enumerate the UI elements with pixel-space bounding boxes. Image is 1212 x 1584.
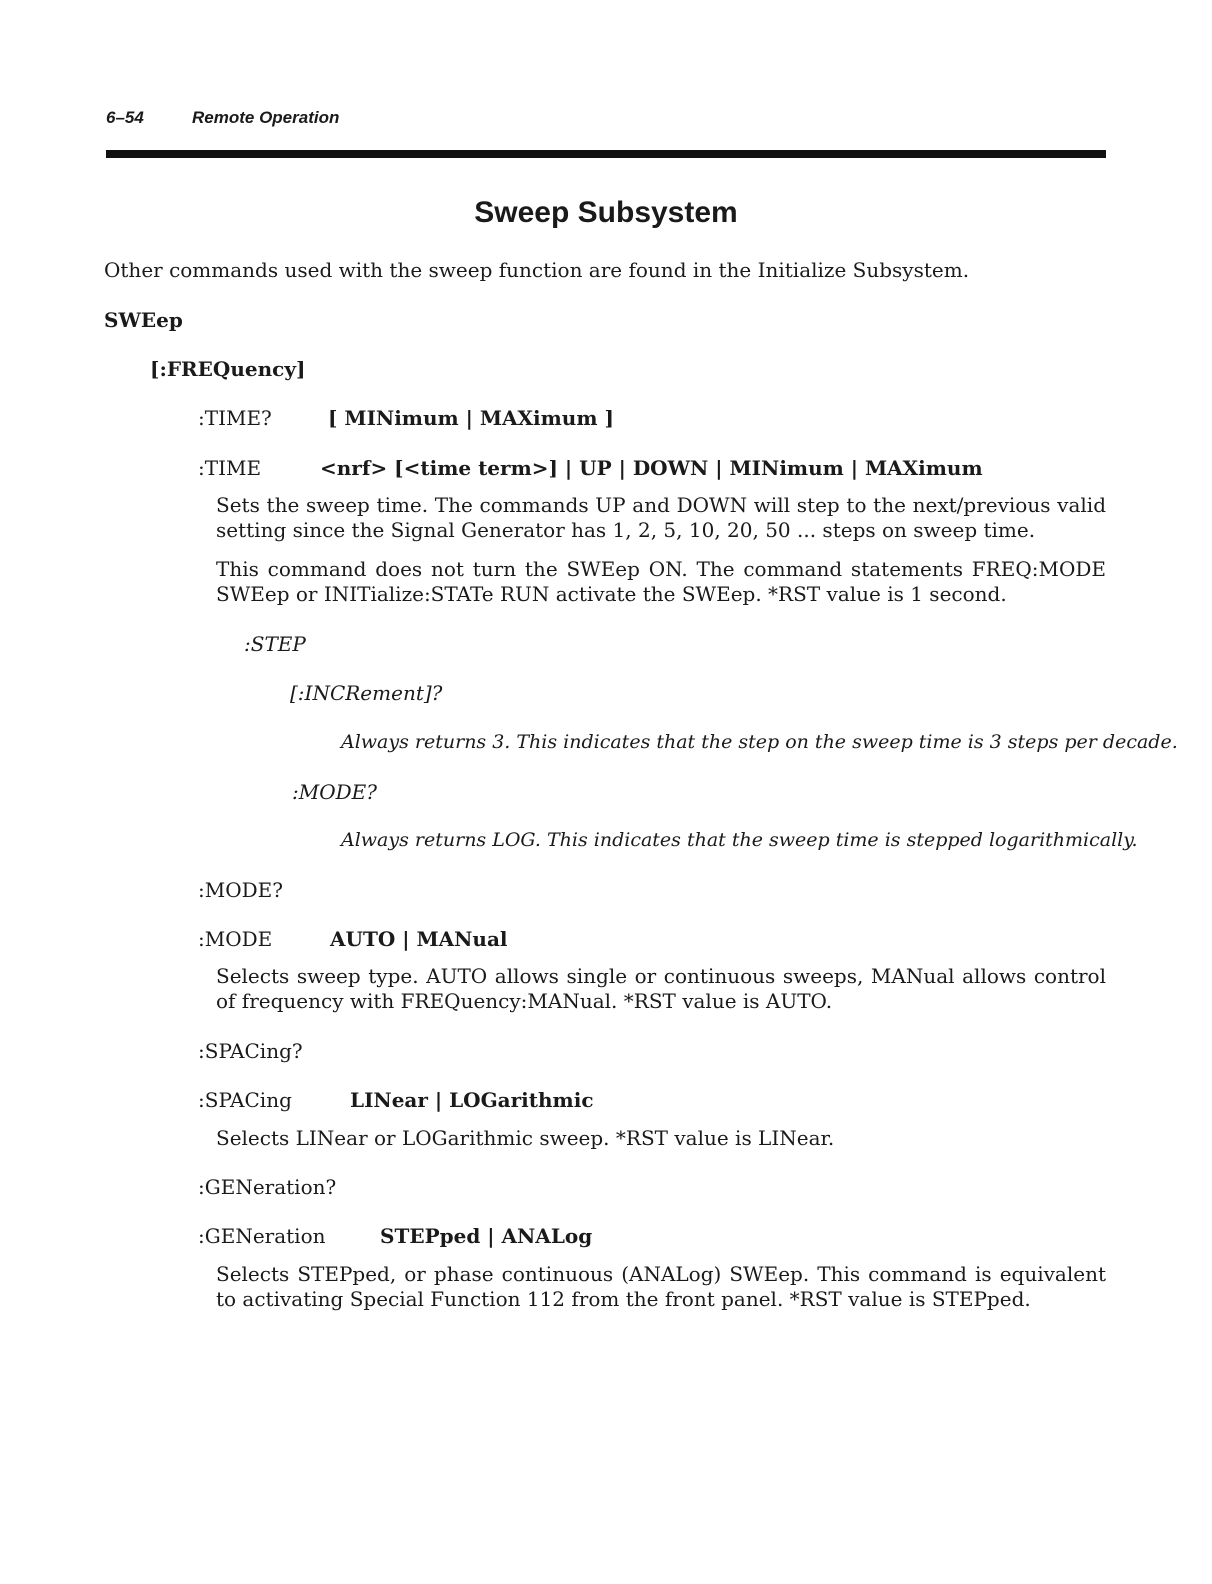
spacing-description: Selects LINear or LOGarithmic sweep. *RST value is LINear. — [216, 1126, 835, 1150]
time-query-command: :TIME? — [198, 406, 272, 430]
generation-query: :GENeration? — [198, 1175, 337, 1199]
step-mode-query: :MODE? — [292, 780, 377, 804]
page-title: Sweep Subsystem — [474, 196, 738, 229]
generation-set-command: :GENeration — [198, 1224, 326, 1248]
generation-set-row — [198, 1224, 593, 1248]
mode-set-command: :MODE — [198, 927, 273, 951]
frequency-node: [:FREQuency] — [150, 357, 306, 381]
mode-set-row — [198, 927, 508, 951]
header-rule — [106, 150, 1106, 158]
time-set-command: :TIME — [198, 456, 262, 480]
mode-set-args: AUTO | MANual — [330, 927, 508, 951]
generation-description: Selects STEPped, or phase continuous (ANALog) SWEep. This command is equivalent to activating Special Function 112 from the front panel. *RST value is STEPped. — [216, 1262, 1106, 1311]
spacing-set-args: LINear | LOGarithmic — [350, 1088, 594, 1112]
mode-description: Selects sweep type. AUTO allows single or continuous sweeps, MANual allows control of frequency with FREQuency:MANual. *RST value is AUTO. — [216, 964, 1106, 1013]
section-name: Remote Operation — [192, 108, 340, 127]
mode-query: :MODE? — [198, 878, 283, 902]
spacing-set-command: :SPACing — [198, 1088, 292, 1112]
root-command: SWEep — [104, 308, 183, 332]
running-header — [106, 108, 339, 128]
time-query-args: [ MINimum | MAXimum ] — [328, 406, 614, 430]
time-query-row — [198, 406, 614, 430]
step-mode-description: Always returns LOG. This indicates that the sweep time is stepped logarithmically. — [341, 829, 1138, 851]
step-node: :STEP — [244, 632, 306, 656]
time-description-1: Sets the sweep time. The commands UP and DOWN will step to the next/previous valid setting since the Signal Generator has 1, 2, 5, 10, 20, 50 ... steps on sweep time. — [216, 493, 1106, 542]
time-set-row — [198, 456, 983, 480]
time-set-args: <nrf> [<time term>] | UP | DOWN | MINimum | MAXimum — [320, 456, 983, 480]
increment-description: Always returns 3. This indicates that the step on the sweep time is 3 steps per decade. — [341, 731, 1178, 753]
page-number: 6–54 — [106, 108, 144, 127]
spacing-query: :SPACing? — [198, 1039, 303, 1063]
spacing-set-row — [198, 1088, 594, 1112]
generation-set-args: STEPped | ANALog — [380, 1224, 593, 1248]
intro-text: Other commands used with the sweep function are found in the Initialize Subsystem. — [104, 258, 970, 282]
increment-query: [:INCRement]? — [290, 681, 443, 705]
time-description-2: This command does not turn the SWEep ON. The command statements FREQ:MODE SWEep or INITialize:STATe RUN activate the SWEep. *RST value is 1 second. — [216, 557, 1106, 606]
